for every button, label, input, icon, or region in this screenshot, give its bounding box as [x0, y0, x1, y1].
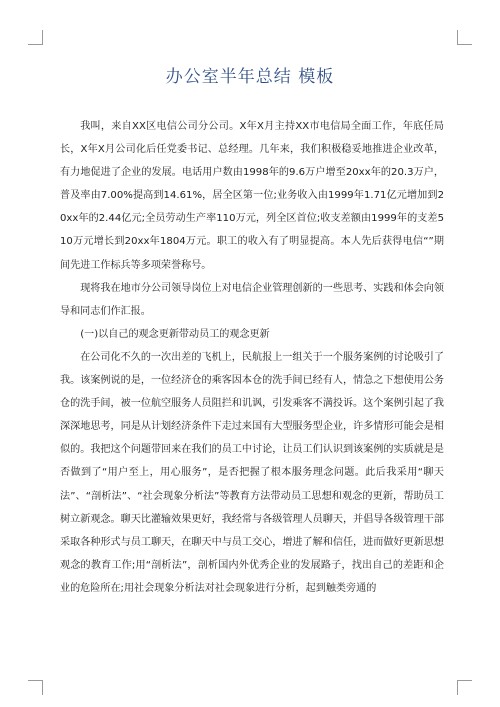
crop-mark-bottom-left — [28, 680, 43, 695]
paragraph-intro: 我叫，来自XX区电信公司分公司。X年X月主持XX市电信局全面工作，年底任局长，X年X月公司化后任党委书记、总经理。几年来，我们积极稳妥地推进企业改革，有力地促进了企业的发展。电话用户数由1998年的9.6万户增至20xx年的20.3万户，普及率由7.00%提高到14.61%，居全区第一位;业务收入由1999年1.71亿元增加到20xx年的2.44亿元;全员劳动生产率110万元，列全区首位;收支差额由1999年的支差510万元增长到20xx年1804万元。职工的收入有了明显提高。本人先后获得电信“”期间先进工作标兵等多项荣誉称号。 — [60, 121, 444, 271]
section-heading: (一)以自己的观念更新带动员工的观念更新 — [80, 328, 270, 340]
crop-mark-top-left — [28, 30, 43, 45]
paragraph-report: 现将我在地市分公司领导岗位上对电信企业管理创新的一些思考、实践和体会向领导和同志们作汇报。 — [60, 282, 444, 317]
paragraph-case: 在公司化不久的一次出差的飞机上，民航报上一组关于一个服务案例的讨论吸引了我。该案例说的是，一位经济仓的乘客因本仓的洗手间已经有人，情急之下想使用公务仓的洗手间，被一位航空服务人员阻拦和讥讽，引发乘客不满投诉。这个案例引起了我深深地思考，同是从计划经济条件下走过来国有大型服务型企业，许多情形可能会是相似的。我把这个问题带回来在我们的员工中讨论，让员工们认识到该案例的实质就是是否做到了“用户至上，用心服务”，是否把握了根本服务理念问题。此后我采用“聊天法”、“剖析法”、“社会现象分析法”等教育方法带动员工思想和观念的更新，帮助员工树立新观念。聊天比灌输效果更好，我经常与各级管理人员聊天，并倡导各级管理干部采取各种形式与员工聊天，在聊天中与员工交心，增进了解和信任，进而做好更新思想观念的教育工作;用“剖析法”，剖析国内外优秀企业的发展路子，找出自己的差距和企业的危险所在;用社会现象分析法对社会现象进行分析，起到触类旁通的 — [60, 351, 444, 594]
document-body — [60, 115, 444, 600]
crop-mark-bottom-right — [457, 680, 472, 695]
document-title: 办公室半年总结 模板 — [165, 67, 335, 87]
crop-mark-top-right — [457, 30, 472, 45]
